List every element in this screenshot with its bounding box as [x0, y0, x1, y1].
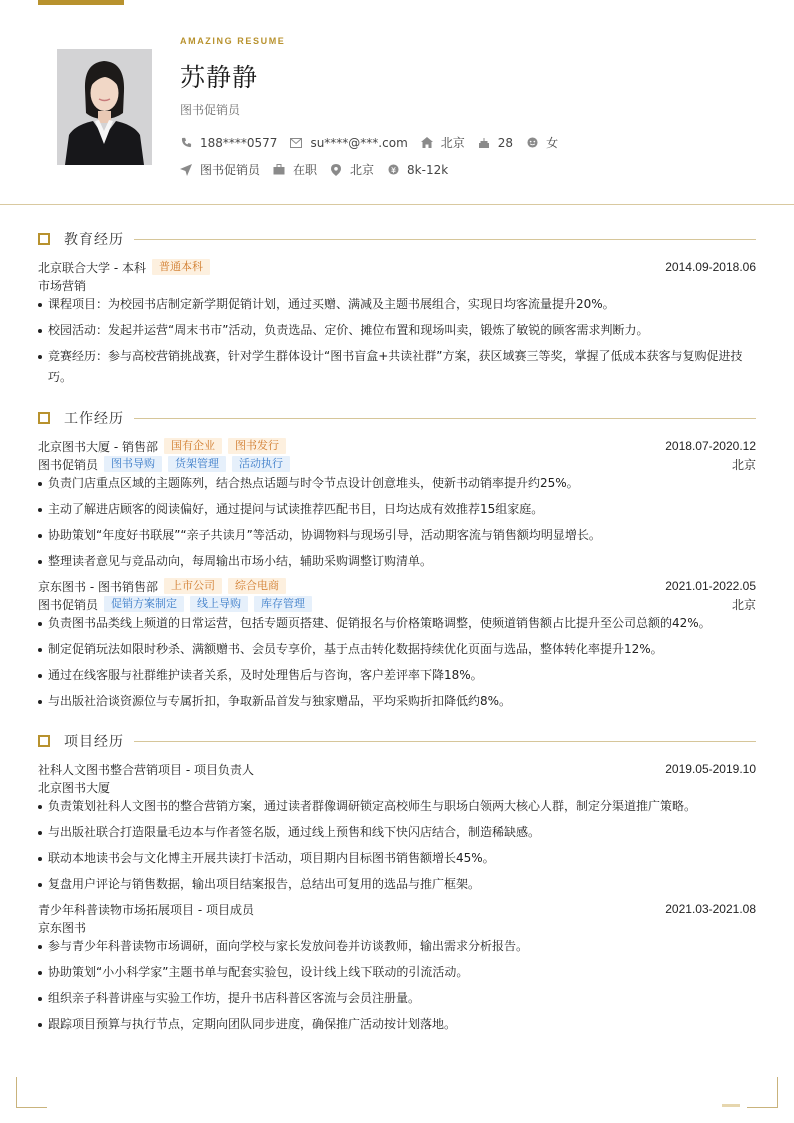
corner-decoration-left [16, 1077, 47, 1108]
education-bullet: 课程项目：为校园书店制定新学期促销计划，通过买赠、满减及主题书展组合，实现日均客流量提升20%。 [38, 294, 758, 315]
project-org: 京东图书 [38, 920, 87, 935]
intent-city-info [330, 161, 374, 178]
phone-icon [180, 137, 192, 149]
skill-tag: 促销方案制定 [104, 596, 184, 612]
work-entry-header [38, 577, 756, 595]
home-text: 北京 [440, 136, 465, 150]
project-org-line [38, 918, 756, 936]
work-date: 2018.07-2020.12 [665, 439, 756, 453]
resume-eyebrow: AMAZING RESUME [180, 36, 286, 46]
school-name: 北京联合大学 - 本科 [38, 260, 146, 275]
intent-city-text: 北京 [350, 163, 375, 177]
project-bullet: 跟踪项目预算与执行节点，定期向团队同步进度，确保推广活动按计划落地。 [38, 1014, 758, 1035]
skill-tag: 库存管理 [254, 596, 312, 612]
gender-text: 女 [546, 136, 559, 150]
skill-tag: 活动执行 [232, 456, 290, 472]
project-org-line [38, 778, 756, 796]
project-bullet: 参与青少年科普读物市场调研，面向学校与家长发放问卷并访谈教师，输出需求分析报告。 [38, 936, 758, 957]
section-project-heading [38, 731, 756, 751]
project-org: 北京图书大厦 [38, 780, 111, 795]
degree-tag: 普通本科 [152, 259, 210, 275]
work-city: 北京 [731, 457, 756, 472]
project-date: 2019.05-2019.10 [665, 762, 756, 776]
skill-tag: 货架管理 [168, 456, 226, 472]
status-text: 在职 [293, 163, 318, 177]
work-bullet: 整理读者意见与竞品动向，每周输出市场小结，辅助采购调整订购清单。 [38, 551, 758, 572]
company-name: 京东图书 - 图书销售部 [38, 579, 158, 594]
project-name: 社科人文图书整合营销项目 - 项目负责人 [38, 762, 254, 777]
project-bullet: 复盘用户评论与销售数据，输出项目结案报告，总结出可复用的选品与推广框架。 [38, 874, 758, 895]
education-date: 2014.09-2018.06 [665, 260, 756, 274]
project-bullet: 组织亲子科普讲座与实验工作坊，提升书店科普区客流与会员注册量。 [38, 988, 758, 1009]
email-text: su****@***.com [310, 135, 408, 150]
status-info [273, 161, 317, 178]
section-rule [134, 418, 756, 419]
skill-tag: 线上导购 [190, 596, 248, 612]
home-info [421, 134, 465, 151]
portrait-image [57, 49, 152, 165]
profile-photo [57, 49, 152, 165]
project-bullet: 负责策划社科人文图书的整合营销方案，通过读者群像调研锁定高校师生与职场白领两大核心人群，制定分渠道推广策略。 [38, 796, 758, 817]
work-bullet: 负责门店重点区域的主题陈列，结合热点话题与时令节点设计创意堆头，使新书动销率提升约25%。 [38, 473, 758, 494]
section-square-icon [38, 412, 50, 424]
section-title: 项目经历 [64, 734, 124, 750]
mail-icon [290, 137, 302, 149]
header-divider [0, 204, 794, 205]
work-bullet: 协助策划“年度好书联展”“亲子共读月”等活动，协调物料与现场引导，活动期客流与销售额均明显增长。 [38, 525, 758, 546]
project-entry-header [38, 900, 756, 918]
send-icon [180, 164, 192, 176]
intent-position-info [180, 161, 260, 178]
job-intent-row [180, 161, 461, 178]
work-city: 北京 [731, 597, 756, 612]
work-entry-header [38, 437, 756, 455]
contact-info-row [180, 134, 571, 151]
section-square-icon [38, 735, 50, 747]
work-date: 2021.01-2022.05 [665, 579, 756, 593]
section-rule [134, 239, 756, 240]
section-title: 工作经历 [64, 411, 124, 427]
corner-decoration-right [747, 1077, 778, 1108]
education-major-line [38, 276, 756, 294]
work-role-line [38, 595, 756, 613]
company-tag: 综合电商 [228, 578, 286, 594]
education-entry-header [38, 258, 756, 276]
cake-icon [478, 137, 490, 149]
project-entry-header [38, 760, 756, 778]
company-tag: 图书发行 [228, 438, 286, 454]
project-bullet: 联动本地读书会与文化博主开展共读打卡活动，项目期内目标图书销售额增长45%。 [38, 848, 758, 869]
intent-position-text: 图书促销员 [200, 163, 261, 177]
salary-icon [387, 164, 399, 176]
company-name: 北京图书大厦 - 销售部 [38, 439, 158, 454]
age-text: 28 [497, 135, 514, 150]
gender-info [526, 134, 558, 151]
person-name: 苏静静 [180, 63, 259, 92]
phone-info [180, 136, 277, 150]
skill-tag: 图书导购 [104, 456, 162, 472]
work-bullet: 与出版社洽谈资源位与专属折扣，争取新品首发与独家赠品，平均采购折扣降低约8%。 [38, 691, 758, 712]
job-title: 图书促销员 [180, 103, 241, 117]
phone-text: 188****0577 [200, 135, 278, 150]
role-name: 图书促销员 [38, 457, 99, 472]
email-info [290, 136, 407, 150]
age-info [478, 136, 513, 150]
project-date: 2021.03-2021.08 [665, 902, 756, 916]
work-bullet: 通过在线客服与社群维护读者关系，及时处理售后与咨询，客户差评率下降18%。 [38, 665, 758, 686]
footer-accent-bar [722, 1104, 740, 1107]
section-work-heading [38, 408, 756, 428]
top-accent-bar [38, 0, 124, 5]
section-rule [134, 741, 756, 742]
major-name: 市场营销 [38, 278, 87, 293]
role-name: 图书促销员 [38, 597, 99, 612]
company-tag: 国有企业 [164, 438, 222, 454]
work-role-line [38, 455, 756, 473]
education-bullet: 竞赛经历：参与高校营销挑战赛，针对学生群体设计“图书盲盒+共读社群”方案，获区域赛三等奖，掌握了低成本获客与复购促进技巧。 [38, 346, 758, 388]
work-bullet: 制定促销玩法如限时秒杀、满额赠书、会员专享价，基于点击转化数据持续优化页面与选品，整体转化率提升12%。 [38, 639, 758, 660]
section-title: 教育经历 [64, 232, 124, 248]
company-tag: 上市公司 [164, 578, 222, 594]
home-icon [421, 137, 433, 149]
project-name: 青少年科普读物市场拓展项目 - 项目成员 [38, 902, 254, 917]
section-square-icon [38, 233, 50, 245]
section-education-heading [38, 229, 756, 249]
salary-info [387, 163, 448, 177]
briefcase-icon [273, 164, 285, 176]
work-bullet: 负责图书品类线上频道的日常运营，包括专题页搭建、促销报名与价格策略调整，使频道销售额占比提升至公司总额的42%。 [38, 613, 758, 634]
education-bullet: 校园活动：发起并运营“周末书市”活动，负责选品、定价、摊位布置和现场叫卖，锻炼了敏锐的顾客需求判断力。 [38, 320, 758, 341]
salary-text: 8k-12k [407, 162, 449, 177]
project-bullet: 协助策划“小小科学家”主题书单与配套实验包，设计线上线下联动的引流活动。 [38, 962, 758, 983]
project-bullet: 与出版社联合打造限量毛边本与作者签名版，通过线上预售和线下快闪店结合，制造稀缺感。 [38, 822, 758, 843]
location-pin-icon [330, 164, 342, 176]
work-bullet: 主动了解进店顾客的阅读偏好，通过提问与试读推荐匹配书目，日均达成有效推荐15组家庭。 [38, 499, 758, 520]
gender-icon [526, 137, 538, 149]
